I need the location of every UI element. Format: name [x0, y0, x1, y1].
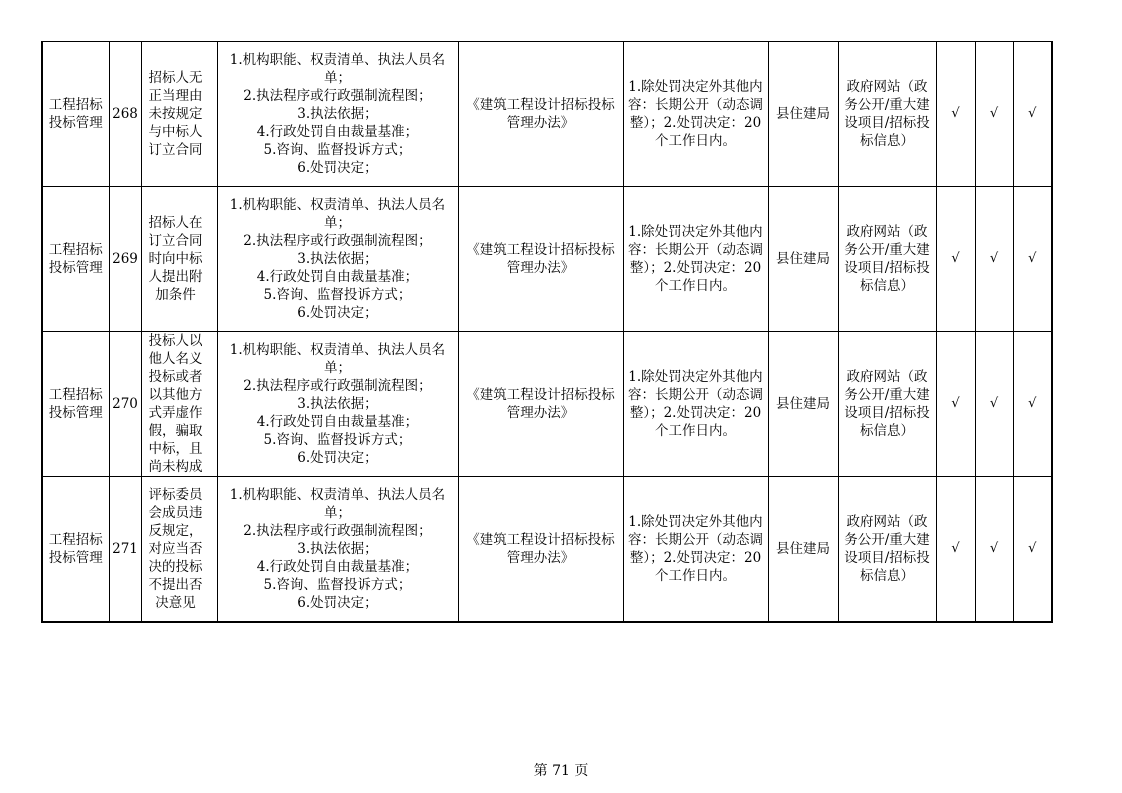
category-cell: 工程招标投标管理 [42, 187, 109, 332]
content-line: 6.处罚决定； [297, 594, 378, 611]
content-line: 6.处罚决定； [297, 160, 378, 176]
content-line: 5.咨询、监督投诉方式； [263, 432, 412, 448]
check-mark: √ [975, 187, 1013, 332]
item-cell [141, 477, 217, 622]
category-cell: 工程招标投标管理 [42, 42, 109, 187]
item-text: 招标人无正当理由未按规定与中标人订立合同 [148, 70, 203, 158]
content-line: 4.行政处罚自由裁量基准； [256, 269, 419, 285]
subject-cell: 县住建局 [768, 477, 838, 622]
content-line: 2.执法程序或行政强制流程图； [243, 88, 432, 104]
content-line: 1.机构职能、权责清单、执法人员名单； [229, 342, 446, 376]
content-line: 4.行政处罚自由裁量基准； [256, 558, 419, 575]
timing-cell: 1.除处罚决定外其他内容：长期公开（动态调整）；2.处罚决定：20个工作日内。 [623, 477, 768, 622]
number-cell: 268 [109, 42, 141, 187]
basis-cell: 《建筑工程设计招标投标管理办法》 [458, 42, 623, 187]
disclosure-table [41, 41, 1053, 623]
basis-cell: 《建筑工程设计招标投标管理办法》 [458, 187, 623, 332]
basis-cell: 《建筑工程设计招标投标管理办法》 [458, 477, 623, 622]
content-cell [217, 42, 458, 187]
content-line: 6.处罚决定； [297, 450, 378, 466]
table-body [42, 42, 1052, 622]
content-line: 2.执法程序或行政强制流程图； [243, 378, 432, 394]
channel-cell: 政府网站（政务公开/重大建设项目/招标投标信息） [838, 332, 936, 477]
content-line: 4.行政处罚自由裁量基准； [256, 414, 419, 430]
check-mark: √ [975, 477, 1013, 622]
content-cell [217, 332, 458, 477]
basis-cell: 《建筑工程设计招标投标管理办法》 [458, 332, 623, 477]
table-row [42, 332, 1052, 477]
item-cell [141, 187, 217, 332]
content-cell [217, 477, 458, 622]
content-line: 2.执法程序或行政强制流程图； [243, 233, 432, 249]
item-text: 招标人在订立合同时向中标人提出附加条件 [148, 215, 203, 303]
check-mark: √ [936, 187, 975, 332]
timing-cell: 1.除处罚决定外其他内容：长期公开（动态调整）；2.处罚决定：20个工作日内。 [623, 332, 768, 477]
timing-cell: 1.除处罚决定外其他内容：长期公开（动态调整）；2.处罚决定：20个工作日内。 [623, 42, 768, 187]
item-text: 评标委员会成员违反规定，对应当否决的投标不提出否决意见 [148, 486, 203, 611]
content-line: 1.机构职能、权责清单、执法人员名单； [229, 486, 446, 521]
table-row [42, 42, 1052, 187]
category-cell: 工程招标投标管理 [42, 332, 109, 477]
content-line: 4.行政处罚自由裁量基准； [256, 124, 419, 140]
check-mark: √ [936, 42, 975, 187]
subject-cell: 县住建局 [768, 187, 838, 332]
content-line: 5.咨询、监督投诉方式； [263, 287, 412, 303]
check-mark: √ [975, 42, 1013, 187]
channel-cell: 政府网站（政务公开/重大建设项目/招标投标信息） [838, 42, 936, 187]
subject-cell: 县住建局 [768, 42, 838, 187]
check-mark: √ [975, 332, 1013, 477]
check-mark: √ [1013, 42, 1052, 187]
content-line: 3.执法依据； [297, 106, 378, 122]
table-row [42, 477, 1052, 622]
page-number: 第 71 页 [533, 763, 589, 779]
content-line: 5.咨询、监督投诉方式； [263, 142, 412, 158]
item-cell [141, 332, 217, 477]
timing-cell: 1.除处罚决定外其他内容：长期公开（动态调整）；2.处罚决定：20个工作日内。 [623, 187, 768, 332]
number-cell: 270 [109, 332, 141, 477]
content-line: 1.机构职能、权责清单、执法人员名单； [229, 52, 446, 86]
content-line: 3.执法依据； [297, 540, 378, 557]
content-line: 1.机构职能、权责清单、执法人员名单； [229, 197, 446, 231]
content-line: 3.执法依据； [297, 396, 378, 412]
number-cell: 269 [109, 187, 141, 332]
subject-cell: 县住建局 [768, 332, 838, 477]
check-mark: √ [1013, 477, 1052, 622]
check-mark: √ [1013, 332, 1052, 477]
content-line: 5.咨询、监督投诉方式； [263, 576, 412, 593]
check-mark: √ [1013, 187, 1052, 332]
channel-cell: 政府网站（政务公开/重大建设项目/招标投标信息） [838, 477, 936, 622]
content-cell [217, 187, 458, 332]
content-line: 2.执法程序或行政强制流程图； [243, 522, 432, 539]
item-text: 投标人以他人名义投标或者以其他方式弄虚作假，骗取中标，且尚未构成 [148, 333, 203, 475]
number-cell: 271 [109, 477, 141, 622]
content-line: 3.执法依据； [297, 251, 378, 267]
category-cell: 工程招标投标管理 [42, 477, 109, 622]
item-cell [141, 42, 217, 187]
check-mark: √ [936, 332, 975, 477]
check-mark: √ [936, 477, 975, 622]
table-row [42, 187, 1052, 332]
channel-cell: 政府网站（政务公开/重大建设项目/招标投标信息） [838, 187, 936, 332]
content-line: 6.处罚决定； [297, 305, 378, 321]
